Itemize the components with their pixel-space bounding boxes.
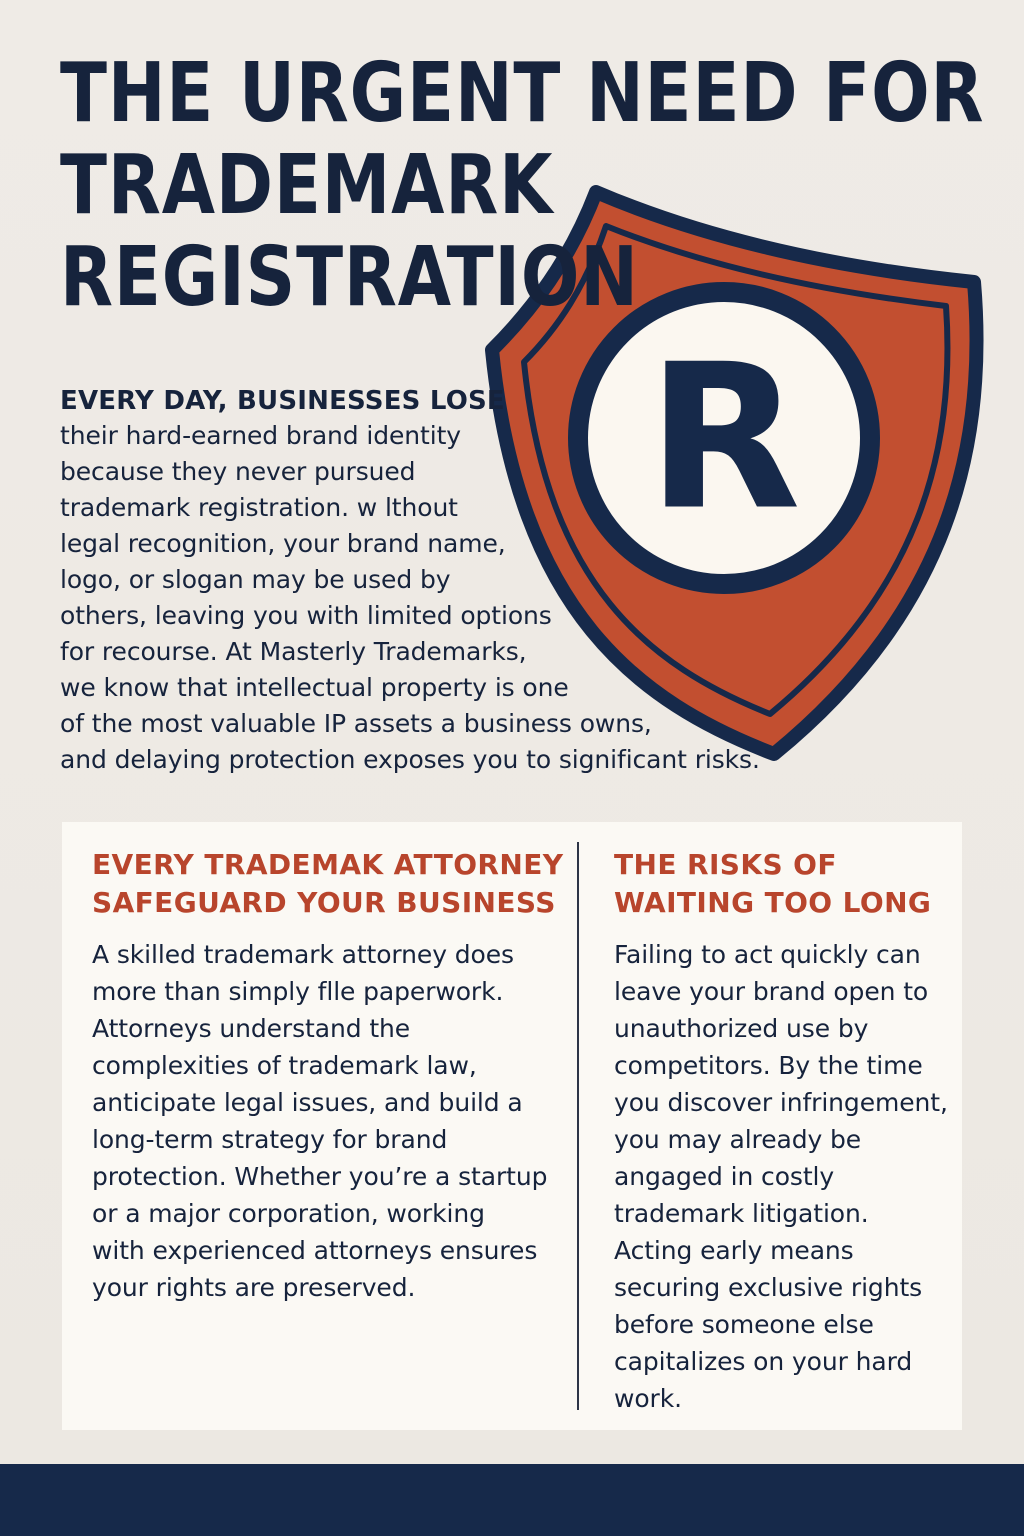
info-panel: [62, 822, 962, 1430]
risks-body-line: capitalizes on your hard: [614, 1347, 913, 1376]
intro-line: legal recognition, your brand name,: [60, 529, 506, 558]
footer-bar: [0, 1464, 1024, 1536]
risks-body-line: angaged in costly: [614, 1162, 835, 1191]
intro-line: and delaying protection exposes you to significant risks.: [60, 745, 760, 774]
attorney-body-line: A skilled trademark attorney does: [92, 940, 514, 969]
attorney-heading: [92, 846, 562, 922]
risks-body-line: you discover infringement,: [614, 1088, 948, 1117]
risks-body-line: securing exclusive rights: [614, 1273, 923, 1302]
intro-line: trademark registration. w lthout: [60, 493, 458, 522]
attorney-body-line: long-term strategy for brand: [92, 1125, 448, 1154]
attorney-body-line: anticipate legal issues, and build a: [92, 1088, 523, 1117]
title-line-1: THE URGENT NEED FOR: [60, 46, 985, 141]
risks-body-line: Failing to act quickly can: [614, 940, 921, 969]
attorney-body-line: protection. Whether you’re a startup: [92, 1162, 548, 1191]
page-title: [60, 46, 985, 325]
risks-body-line: unauthorized use by: [614, 1014, 869, 1043]
intro-line: for recourse. At Masterly Trademarks,: [60, 637, 527, 666]
intro-heading: EVERY DAY, BUSINESSES LOSE: [60, 386, 505, 416]
risks-body-line: Acting early means: [614, 1236, 854, 1265]
risks-heading-line: THE RISKS OF: [614, 848, 837, 881]
intro-section: [60, 384, 800, 778]
intro-line: we know that intellectual property is one: [60, 673, 569, 702]
risks-heading: [614, 846, 954, 922]
attorney-body-line: with experienced attorneys ensures: [92, 1236, 538, 1265]
risks-body-line: trademark litigation.: [614, 1199, 869, 1228]
risks-body-line: before someone else: [614, 1310, 874, 1339]
risks-column: [614, 846, 954, 1417]
intro-line: their hard-earned brand identity: [60, 421, 461, 450]
registered-letter: R: [646, 321, 802, 555]
title-line-3: REGISTRATION: [60, 230, 639, 325]
column-divider: [577, 842, 579, 1410]
intro-line: because they never pursued: [60, 457, 416, 486]
attorney-body-line: complexities of trademark law,: [92, 1051, 477, 1080]
attorney-body-line: Attorneys understand the: [92, 1014, 411, 1043]
attorney-heading-line: SAFEGUARD YOUR BUSINESS: [92, 886, 556, 919]
intro-line: others, leaving you with limited options: [60, 601, 552, 630]
attorney-body-line: or a major corporation, working: [92, 1199, 485, 1228]
risks-heading-line: WAITING TOO LONG: [614, 886, 932, 919]
attorney-body-line: more than simply flle paperwork.: [92, 977, 504, 1006]
risks-body-line: you may already be: [614, 1125, 862, 1154]
title-line-2: TRADEMARK: [60, 138, 554, 233]
intro-line: logo, or slogan may be used by: [60, 565, 451, 594]
risks-body-line: work.: [614, 1384, 682, 1413]
attorney-body-line: your rights are preserved.: [92, 1273, 416, 1302]
attorney-column: [92, 846, 562, 1306]
risks-body-line: competitors. By the time: [614, 1051, 923, 1080]
risks-body-line: leave your brand open to: [614, 977, 929, 1006]
intro-line: of the most valuable IP assets a business owns,: [60, 709, 652, 738]
attorney-heading-line: EVERY TRADEMAK ATTORNEY: [92, 848, 564, 881]
